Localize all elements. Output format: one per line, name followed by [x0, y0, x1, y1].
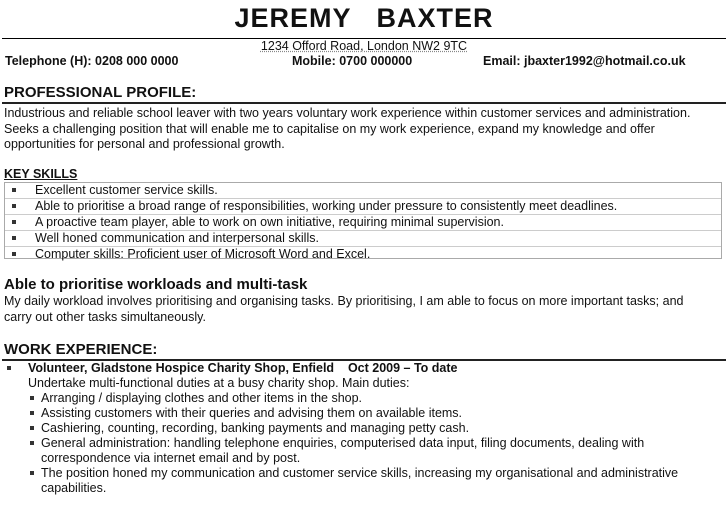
- telephone-text: Telephone (H): 0208 000 0000: [5, 54, 179, 68]
- key-skills-heading: KEY SKILLS: [4, 167, 78, 181]
- bullet-icon: [30, 426, 34, 430]
- profile-text: Industrious and reliable school leaver with two years voluntary work experience within customer services and administration. Seeks a challenging position that will enable me to capitalise on my work experience, expand my knowledge and offer opportunities for personal and professional growth.: [4, 106, 691, 151]
- list-item: The position honed my communication and customer service skills, increasing my organisational and administrative capabilities.: [28, 466, 718, 496]
- duties-list: [28, 391, 718, 496]
- list-item: Cashiering, counting, recording, banking payments and managing petty cash.: [28, 421, 718, 436]
- profile-heading: PROFESSIONAL PROFILE:: [4, 84, 197, 101]
- address-line: 1234 Offord Road, London NW2 9TC: [260, 39, 468, 53]
- list-item: Able to prioritise a broad range of responsibilities, working under pressure to consistently meet deadlines.: [5, 199, 721, 215]
- key-skills-list: [4, 182, 722, 259]
- bullet-icon: [12, 204, 16, 208]
- experience-heading: WORK EXPERIENCE:: [4, 341, 158, 358]
- highlight-heading: Able to prioritise workloads and multi-task: [4, 276, 308, 293]
- bullet-icon: [12, 252, 16, 256]
- bullet-icon: [30, 411, 34, 415]
- bullet-icon: [30, 471, 34, 475]
- candidate-name: JEREMY BAXTER: [234, 3, 494, 33]
- email-text: Email: jbaxter1992@hotmail.co.uk: [483, 54, 686, 68]
- bullet-icon: [7, 366, 11, 370]
- bullet-icon: [12, 188, 16, 192]
- list-item: Well honed communication and interpersonal skills.: [5, 231, 721, 247]
- list-item: Arranging / displaying clothes and other items in the shop.: [28, 391, 718, 406]
- list-item: Computer skills: Proficient user of Microsoft Word and Excel.: [5, 247, 721, 262]
- highlight-text: My daily workload involves prioritising and organising tasks. By prioritising, I am able to focus on more important tasks; and carry out other tasks simultaneously.: [4, 294, 684, 324]
- bullet-icon: [12, 236, 16, 240]
- list-item: A proactive team player, able to work on own initiative, requiring minimal supervision.: [5, 215, 721, 231]
- bullet-icon: [30, 441, 34, 445]
- list-item: General administration: handling telephone enquiries, computerised data input, filing documents, dealing with correspondence via internet email and by post.: [28, 436, 718, 466]
- mobile-text: Mobile: 0700 000000: [292, 54, 413, 68]
- list-item: Assisting customers with their queries and advising them on available items.: [28, 406, 718, 421]
- bullet-icon: [12, 220, 16, 224]
- job-heading: Volunteer, Gladstone Hospice Charity Shop, Enfield Oct 2009 – To date: [28, 361, 458, 375]
- profile-divider: [2, 102, 726, 104]
- bullet-icon: [30, 396, 34, 400]
- list-item: Excellent customer service skills.: [5, 183, 721, 199]
- job-intro: Undertake multi-functional duties at a busy charity shop. Main duties:: [28, 376, 410, 390]
